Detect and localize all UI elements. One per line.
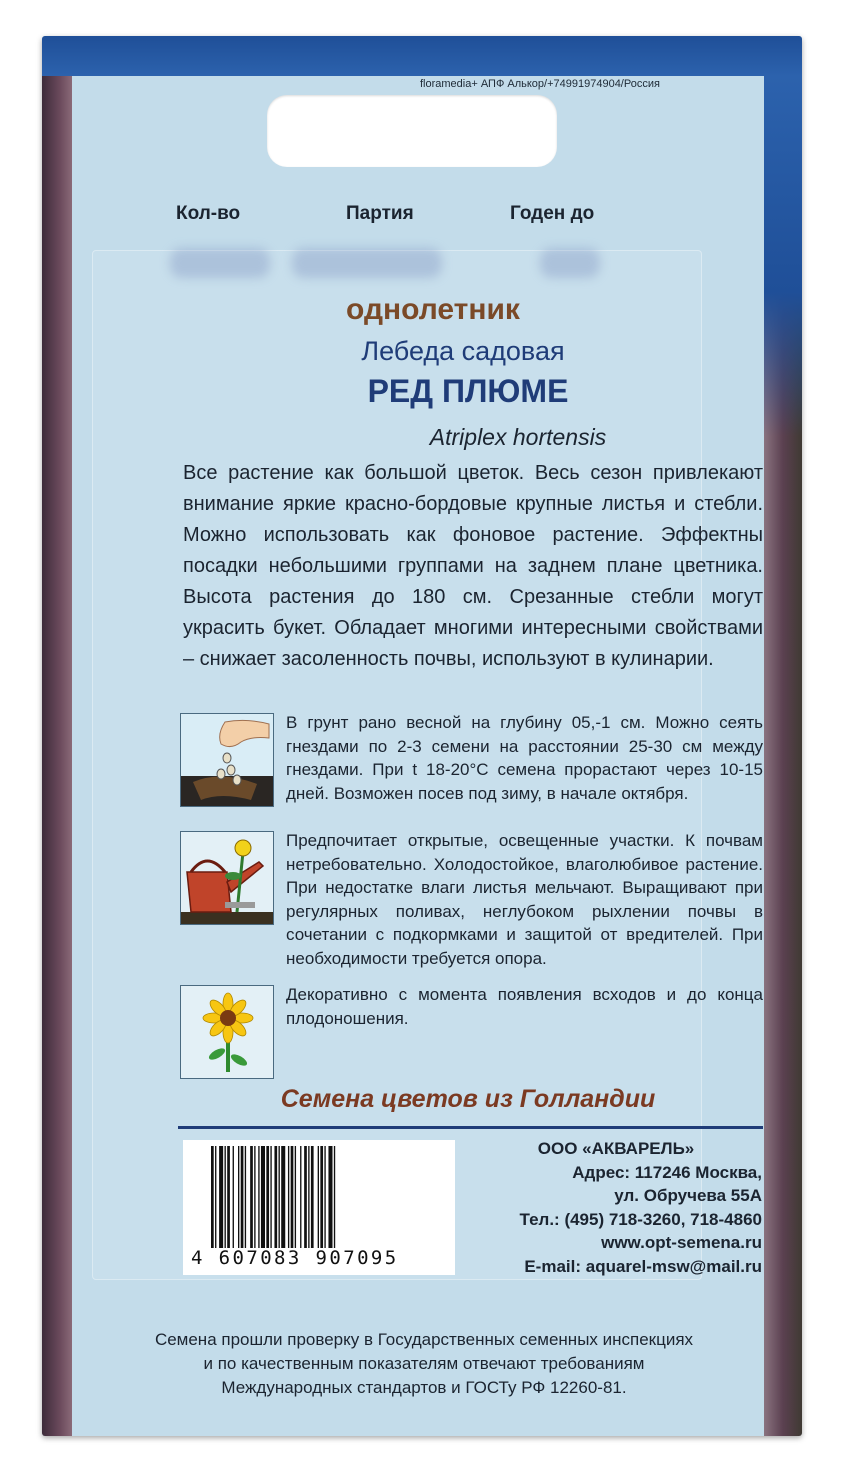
barcode-bar: [304, 1146, 307, 1248]
company-email[interactable]: E-mail: aquarel-msw@mail.ru: [524, 1256, 762, 1276]
expiry-value-blurred: [540, 248, 600, 278]
company-phone: Тел.: (495) 718-3260, 718-4860: [519, 1209, 762, 1229]
batch-value-blurred: [292, 248, 442, 278]
qty-value-blurred: [170, 248, 270, 278]
barcode-bar: [279, 1146, 280, 1248]
certification-line-2: и по качественным показателям отвечают требованиям: [203, 1354, 645, 1373]
barcode-bars: [211, 1146, 447, 1248]
care-text-decorative: Декоративно с момента появления всходов и до конца плодоношения.: [286, 985, 763, 1028]
company-website[interactable]: www.opt-semena.ru: [601, 1233, 762, 1252]
barcode-bar: [291, 1146, 294, 1248]
barcode-bar: [334, 1146, 335, 1248]
left-photo-strip: [42, 76, 72, 1436]
variety-name: РЕД ПЛЮМЕ: [367, 373, 569, 409]
barcode-bar: [328, 1146, 332, 1248]
company-address-1: Адрес: 117246 Москва,: [572, 1162, 762, 1182]
barcode-bar: [318, 1146, 319, 1248]
barcode-bar: [274, 1146, 277, 1248]
barcode-number: 4 607083 907095: [191, 1247, 399, 1269]
flower-icon: [180, 985, 274, 1079]
barcode-bar: [225, 1146, 226, 1248]
barcode-bar: [295, 1146, 296, 1248]
barcode-bar: [250, 1146, 253, 1248]
category-heading: однолетник: [346, 293, 520, 326]
sowing-hand-icon: [180, 713, 274, 807]
company-info: [470, 1137, 762, 1278]
care-text-sowing: В грунт рано весной на глубину 05,-1 см. Можно сеять гнездами по 2-3 семени на расстоянии 25-30 см между гнездами. При t 18-20°C семена прорастают через 10-15 дней. Возможен посев под зиму, в начале октября.: [286, 713, 763, 803]
barcode-bar: [238, 1146, 239, 1248]
barcode-bar: [261, 1146, 265, 1248]
barcode-bar: [219, 1146, 223, 1248]
barcode-bar: [308, 1146, 309, 1248]
barcode-bar: [241, 1146, 244, 1248]
qty-label: Кол-во: [176, 203, 241, 224]
barcode-bar: [258, 1146, 259, 1248]
slogan: Семена цветов из Голландии: [280, 1085, 656, 1113]
plant-description: Все растение как большой цветок. Весь сезон привлекают внимание яркие красно-бордовые крупные листья и стебли. Можно использовать как фоновое растение. Эффектны посадки небольшими группами на заднем плане цветника. Высота растения до 180 см. Срезанные стебли могут украсить букет. Обладает многими интересными свойствами – снижает засоленность почвы, используют в кулинарии.: [183, 462, 763, 670]
barcode-bar: [270, 1146, 271, 1248]
barcode-bar: [254, 1146, 255, 1248]
barcode-bar: [324, 1146, 325, 1248]
right-photo-strip: [764, 76, 802, 1436]
barcode-bar: [227, 1146, 230, 1248]
barcode-bar: [215, 1146, 216, 1248]
certification-note: [74, 1328, 774, 1400]
barcode-bar: [266, 1146, 269, 1248]
hanging-hole: [267, 95, 557, 167]
barcode-bar: [311, 1146, 314, 1248]
barcode-bar: [320, 1146, 323, 1248]
certification-line-1: Семена прошли проверку в Государственных семенных инспекциях: [154, 1330, 694, 1349]
barcode-bar: [288, 1146, 289, 1248]
top-blue-band: [42, 36, 802, 76]
barcode-bar: [233, 1146, 234, 1248]
barcode-bar: [300, 1146, 301, 1248]
barcode-bar: [211, 1146, 214, 1248]
certification-line-3: Международных стандартов и ГОСТу РФ 12260-81.: [221, 1378, 627, 1397]
plant-name: Лебеда садовая: [361, 336, 565, 366]
divider-line: [178, 1126, 763, 1129]
producer-credits: floramedia+ АПФ Алькор/+74991974904/Россия: [420, 78, 660, 90]
expiry-label: Годен до: [510, 203, 595, 224]
latin-name: Atriplex hortensis: [429, 424, 607, 450]
barcode-bar: [281, 1146, 285, 1248]
care-text-growing: Предпочитает открытые, освещенные участки. К почвам нетребовательно. Холодостойкое, влаголюбивое растение. При недостатке влаги листья мельчают. Выращивают при регулярных поливах, неглубоком рыхлении почвы в сочетании с подкормками и защитой от вредителей. При необходимости требуется опора.: [286, 831, 763, 968]
watering-can-icon: [180, 831, 274, 925]
company-name: ООО «АКВАРЕЛЬ»: [537, 1139, 695, 1158]
barcode: [183, 1140, 455, 1275]
batch-label: Партия: [346, 203, 414, 224]
company-address-2: ул. Обручева 55А: [614, 1186, 762, 1205]
barcode-bar: [245, 1146, 246, 1248]
